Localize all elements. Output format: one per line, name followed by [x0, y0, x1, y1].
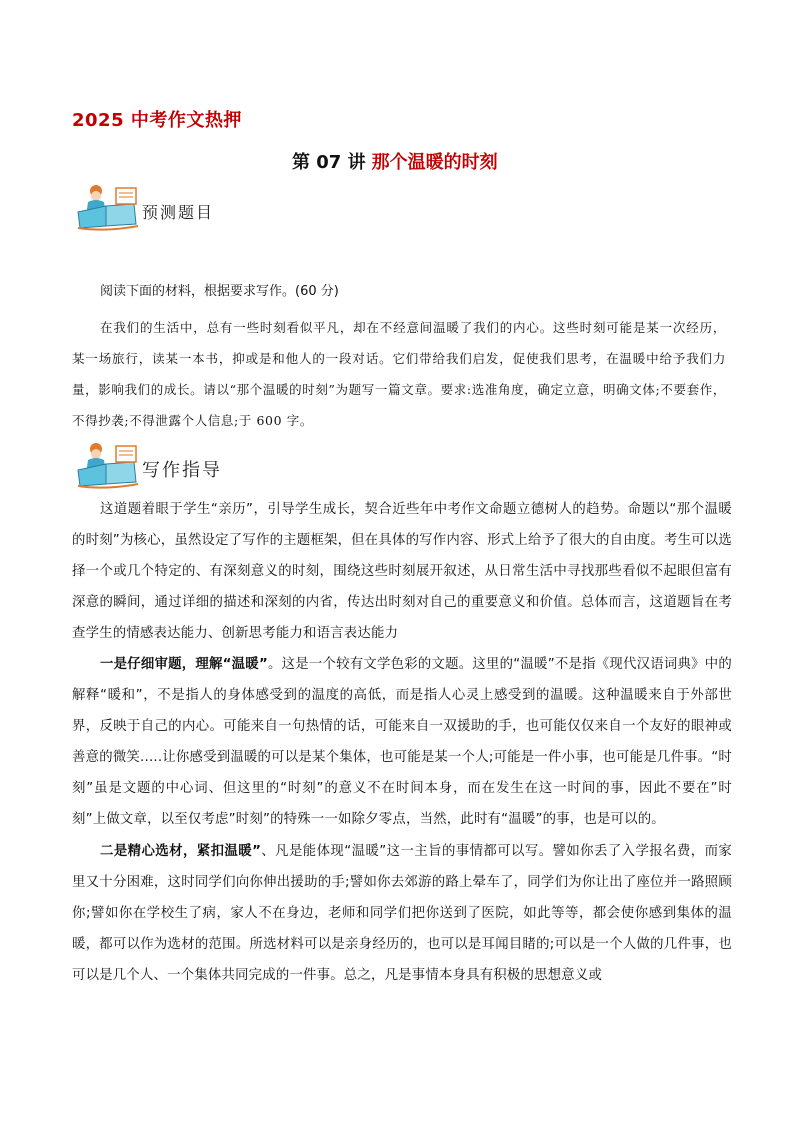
guide-paragraph-2	[72, 649, 732, 835]
lecture-title	[292, 148, 498, 174]
section-predict-heading	[76, 182, 336, 232]
section-guide-label: 写作指导	[142, 460, 222, 481]
guide-point-1-heading: 一是仔细审题，理解“温暖”	[100, 657, 268, 672]
doc-header-title: 2025 中考作文热押	[72, 110, 242, 131]
section-guide-heading	[76, 440, 336, 490]
guide-paragraph-3	[72, 836, 732, 991]
guide-paragraph-1: 这道题着眼于学生“亲历”，引导学生成长，契合近些年中考作文命题立德树人的趋势。命题以“那个温暖的时刻”为核心，虽然设定了写作的主题框架，但在具体的写作内容、形式上给予了很大的自由度。考生可以选择一个或几个特定的、有深刻意义的时刻，围绕这些时刻展开叙述，从日常生活中寻找那些看似不起眼但富有深意的瞬间，通过详细的描述和深刻的内省，传达出时刻对自己的重要意义和价值。总体而言，这道题旨在考查学生的情感表达能力、创新思考能力和语言表达能力	[72, 502, 732, 641]
section-predict-label: 预测题目	[142, 203, 215, 222]
guide-point-2-body: 、凡是能体现“温暖”这一主旨的事情都可以写。譬如你丢了入学报名费，而家里又十分困难，这时同学们向你伸出援助的手;譬如你去郊游的路上晕车了，同学们为你让出了座位并一路照顾你;譬如你在学校生了病，家人不在身边，老师和同学们把你送到了医院，如此等等，都会使你感到集体的温暖，都可以作为选材的范围。所选材料可以是亲身经历的，也可以是耳闻目睹的;可以是一个人做的几件事，也可以是几个人、一个集体共同完成的一件事。总之，凡是事情本身具有积极的思想意义或	[72, 844, 733, 983]
instruction-text: 阅读下面的材料，根据要求写作。(60 分)	[100, 284, 339, 299]
guide-point-2-heading: 二是精心选材，紧扣温暖”	[100, 844, 262, 859]
reading-girl-book-icon	[76, 440, 142, 490]
guide-point-1-body: 。这是一个较有文学色彩的文题。这里的“温暖”不是指《现代汉语词典》中的解释“暖和”，不是指人的身体感受到的温度的高低，而是指人心灵上感受到的温暖。这种温暖来自于外部世界，反映于自己的内心。可能来自一句热情的话，可能来自一双援助的手，也可能仅仅来自一个友好的眼神或善意的微笑.....让你感受到温暖的可以是某个集体，也可能是某一个人;可能是一件小事，也可能是几件事。“时刻”虽是文题的中心词、但这里的“时刻”的意义不在时间本身，而在发生在这一时间的事，因此不要在”时刻”上做文章，以至仅考虑”时刻”的特殊一一如除夕零点，当然，此时有“温暖”的事，也是可以的。	[72, 657, 733, 827]
guide-body	[72, 494, 732, 991]
lecture-topic: 那个温暖的时刻	[371, 152, 498, 173]
material-text: 在我们的生活中，总有一些时刻看似平凡，却在不经意间温暖了我们的内心。这些时刻可能是某一次经历，某一场旅行，读某一本书，抑或是和他人的一段对话。它们带给我们启发，促使我们思考，在温暖中给予我们力量，影响我们的成长。请以“那个温暖的时刻”为题写一篇文章。要求:选准角度，确定立意，明确文体;不要套作，不得抄袭;不得泄露个人信息;于 600 字。	[72, 320, 726, 428]
lecture-number: 第 07 讲	[292, 152, 366, 173]
reading-girl-book-icon	[76, 182, 142, 232]
